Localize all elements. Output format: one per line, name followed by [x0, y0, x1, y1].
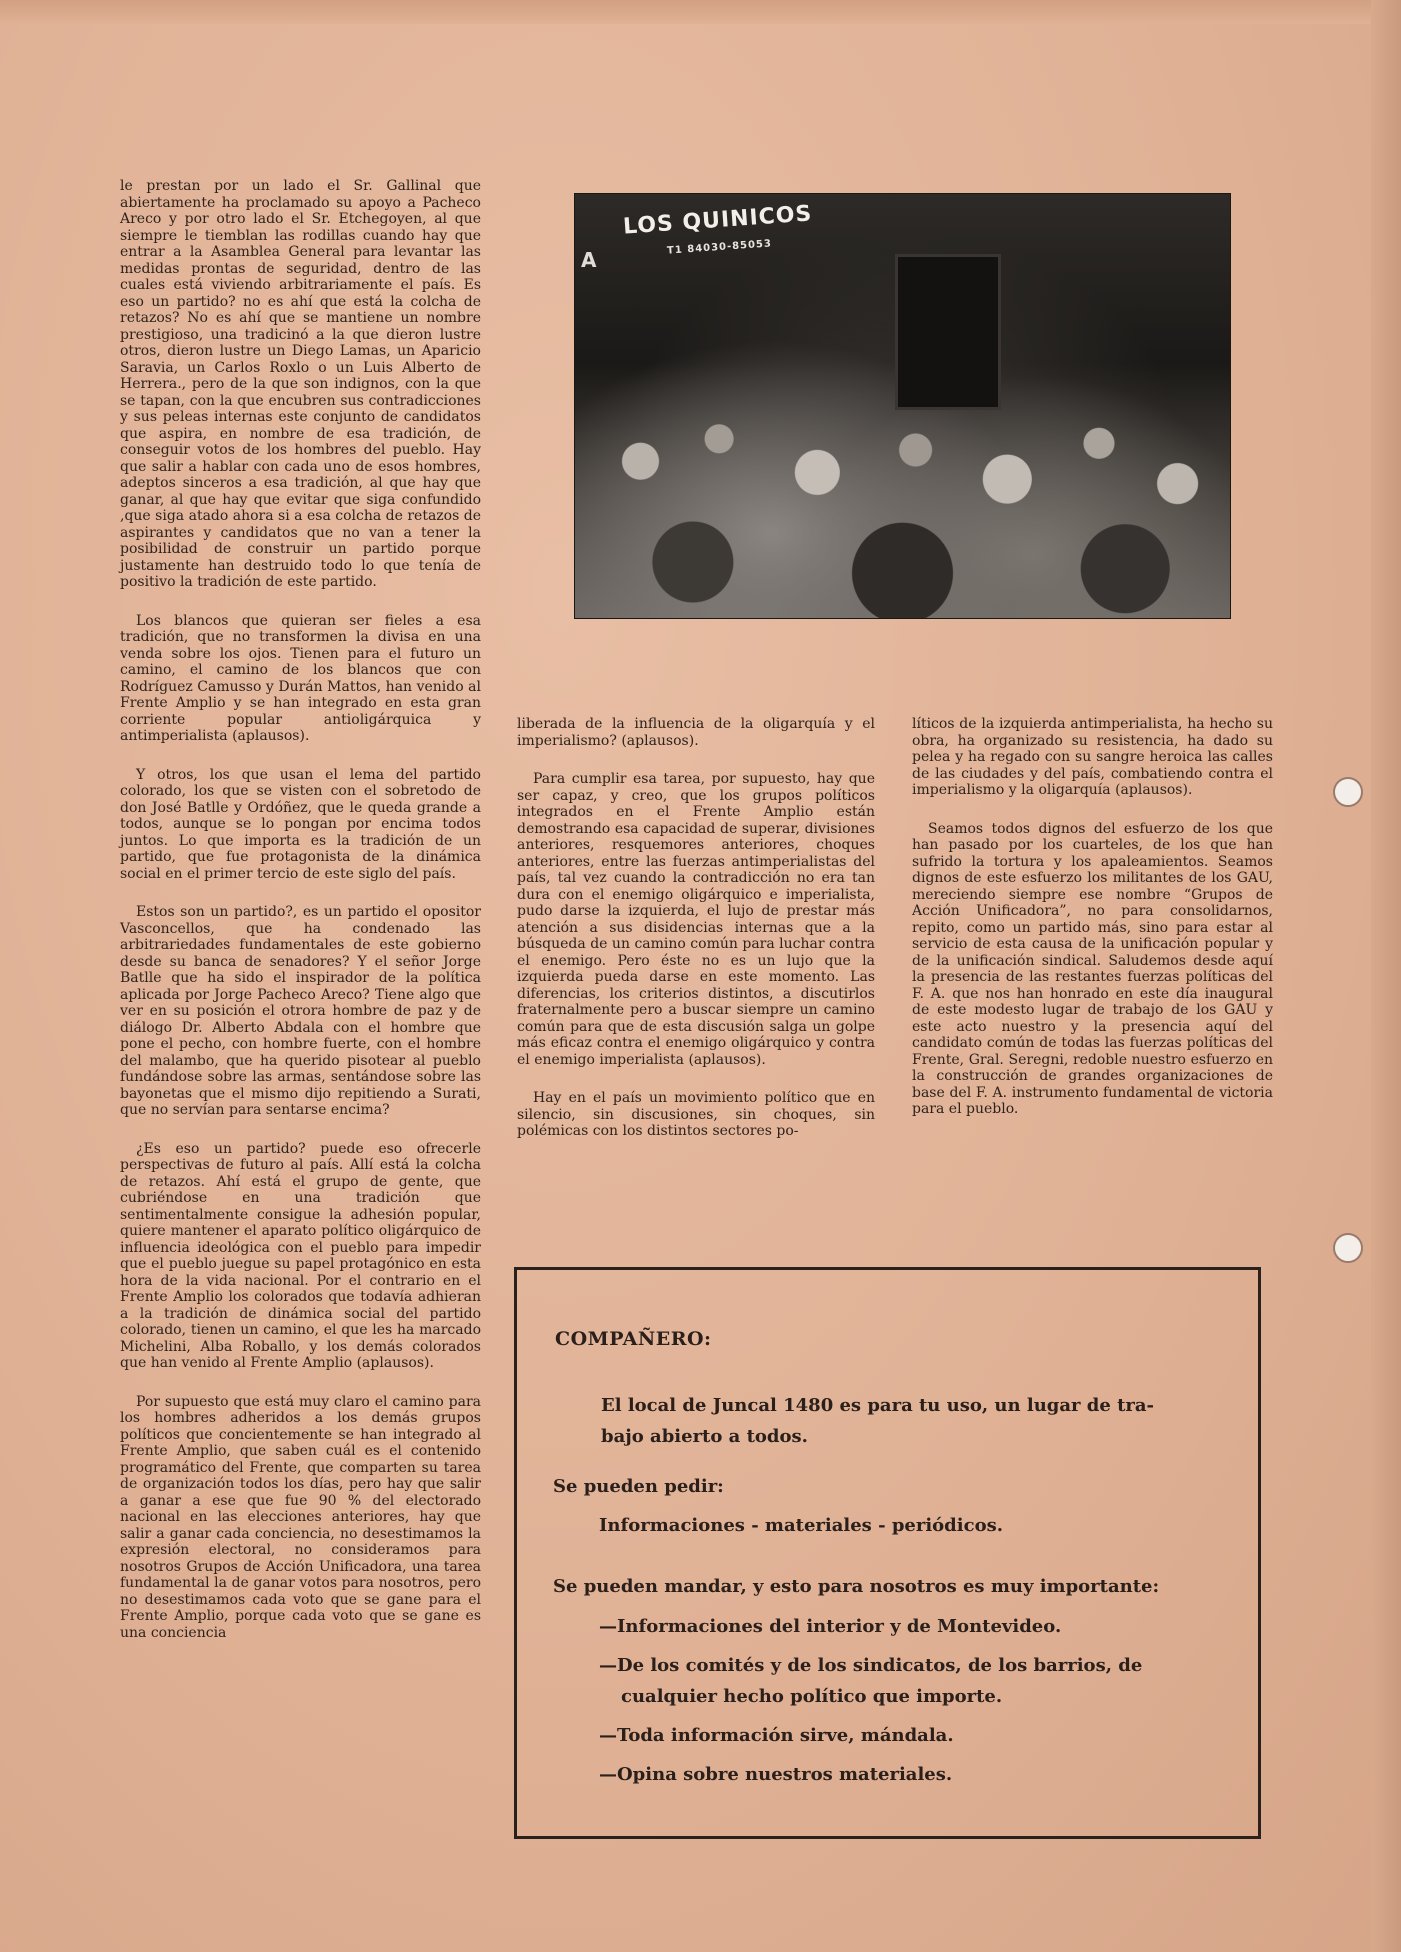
binder-hole-lower	[1333, 1233, 1363, 1263]
left-paragraph-4: Estos son un partido?, es un partido el opositor Vasconcellos, que ha condenado las arbitrariedades fundamentales de este gobierno desde su banca de senadores? Y el señor Jorge Batlle que ha sido el inspirador de la política aplicada por Jorge Pacheco Areco? Tiene algo que ver en su posición el otrora hombre de paz y de diálogo Dr. Alberto Abdala con el hombre que pone el pecho, con hombre fuerte, con el hombre del malambo, que ha querido pisotear al pueblo fundándose sobre las armas, sentándose sobre las bayonetas que el mismo dijo repitiendo a Surati, que no servían para sentarse encima?	[120, 904, 481, 1118]
left-paragraph-1: le prestan por un lado el Sr. Gallinal que abiertamente ha proclamado su apoyo a Pacheco Areco y por otro lado el Sr. Etchegoyen, al que siempre le tiemblan las rodillas cuando hay que entrar a la Asamblea General para levantar las medidas prontas de seguridad, dentro de las cuales está viviendo arbitrariamente el país. Es eso un partido? no es ahí que está la colcha de retazos? No es ahí que se mantiene un nombre prestigioso, una tradicinó a la que dieron lustre otros, dieron lustre un Diego Lamas, un Aparicio Saravia, un Carlos Roxlo o un Luis Alberto de Herrera., pero de la que son indignos, con la que se tapan, con la que encubren sus contradicciones y sus peleas internas este conjunto de candidatos que aspira, en nombre de esa tradición, de conseguir votos de los hombres del pueblo. Hay que salir a hablar con cada uno de esos hombres, adeptos sinceros a esa tradición, al que hay que ganar, al que hay que evitar que siga confundido ,que siga atado ahora si a esa colcha de retazos de aspirantes y candidatos que no van a tener la posibilidad de construir un partido porque justamente han destruido todo lo que tenía de positivo la tradición de este partido.	[120, 178, 481, 590]
middle-column	[517, 716, 875, 1162]
notice-line-8: cualquier hecho político que importe.	[621, 1686, 1003, 1707]
left-paragraph-5: ¿Es eso un partido? puede eso ofrecerle perspectivas de futuro al país. Allí está la colcha de retazos. Ahí está el grupo de gente, que cubriéndose en una tradición que sentimentalmente consigue la adhesión popular, quiere mantener el aparato político oligárquico de influencia ideológica con el pueblo para impedir que el pueblo juegue su papel protagónico en esta hora de la vida nacional. Por el contrario en el Frente Amplio los colorados que todavía adhieran a la tradición de dinámica social del partido colorado, tienen un camino, el que les ha marcado Michelini, Alba Roballo, y los demás colorados que han venido al Frente Amplio (aplausos).	[120, 1140, 481, 1371]
notice-box	[514, 1267, 1261, 1839]
notice-line-9: —Toda información sirve, mándala.	[599, 1725, 954, 1746]
paper-right-edge	[1371, 0, 1401, 1952]
notice-line-1: El local de Juncal 1480 es para tu uso, un lugar de tra-	[601, 1395, 1155, 1416]
left-paragraph-3: Y otros, los que usan el lema del partido colorado, los que se visten con el sobretodo de don José Batlle y Ordóñez, que le queda grande a todos, aunque se lo pongan por encima todos juntos. Lo que importa es la tradición de un partido, que fue protagonista de la dinámica social en el primer tercio de este siglo del país.	[120, 766, 481, 882]
photo-sign-text: LOS QUINICOS	[622, 201, 814, 240]
left-column	[120, 178, 481, 1663]
middle-paragraph-2: Para cumplir esa tarea, por supuesto, hay que ser capaz, y creo, que los grupos políticos integrados en el Frente Amplio están demostrando esa capacidad de superar, divisiones anteriores, resquemores anteriores, choques anteriores, entre las fuerzas antimperialistas del país, tal vez cuando la contradicción no era tan dura con el enemigo oligárquico e imperialista, pudo darse la izquierda, el lujo de prestar más atención a sus disidencias internas que a la búsqueda de un camino común para luchar contra el enemigo. Pero éste no es un lujo que la izquierda pueda darse en este momento. Las diferencias, los criterios distintos, a discutirlos fraternalmente pero a buscar siempre un camino común para que de esta discusión salga un golpe más eficaz contra el enemigo oligárquico y contra el enemigo imperialista (aplausos).	[517, 771, 875, 1068]
crowd-photo	[574, 193, 1231, 619]
photo-sign-phone: T1 84030-85053	[666, 238, 773, 257]
notice-title: COMPAÑERO:	[555, 1328, 712, 1350]
paper-top-edge	[0, 0, 1401, 24]
left-paragraph-2: Los blancos que quieran ser fieles a esa tradición, que no transformen la divisa en una venda sobre los ojos. Tienen para el futuro un camino, el camino de los blancos que con Rodríguez Camusso y Durán Mattos, han venido al Frente Amplio y se han integrado en esta gran corriente popular antioligárquica y antimperialista (aplausos).	[120, 612, 481, 744]
right-paragraph-2: Seamos todos dignos del esfuerzo de los que han pasado por los cuarteles, de los que han sufrido la tortura y los apaleamientos. Seamos dignos de este esfuerzo los militantes de los GAU, mereciendo siempre ese nombre “Grupos de Acción Unificadora”, no para consolidarnos, repito, como un partido más, sino para estar al servicio de esta causa de la unificación popular y de la unificación sindical. Saludemos desde aquí la presencia de las restantes fuerzas políticas del F. A. que nos han honrado en este día inaugural de este modesto lugar de trabajo de los GAU y este acto nuestro y la presencia aquí del candidato común de todas las fuerzas políticas del Frente, Gral. Seregni, redoble nuestro esfuerzo en la construcción de grandes organizaciones de base del F. A. instrumento fundamental de victoria para el pueblo.	[912, 820, 1273, 1117]
notice-line-5: Se pueden mandar, y esto para nosotros es muy importante:	[553, 1576, 1160, 1597]
notice-line-10: —Opina sobre nuestros materiales.	[599, 1764, 953, 1785]
binder-hole-upper	[1333, 777, 1363, 807]
notice-line-2: bajo abierto a todos.	[601, 1426, 808, 1447]
notice-line-7: —De los comités y de los sindicatos, de los barrios, de	[599, 1655, 1143, 1676]
left-paragraph-6: Por supuesto que está muy claro el camino para los hombres adheridos a los demás grupos políticos que concientemente se han integrado al Frente Amplio, que saben cuál es el contenido programático del Frente, que comparten su tarea de organización todos los días, pero hay que salir a ganar a ese que fue 90 % del electorado nacional en las elecciones anteriores, hay que salir a ganar cada conciencia, no desestimamos la expresión electoral, no consideramos para nosotros Grupos de Acción Unificadora, una tarea fundamental la de ganar votos para nosotros, pero no desestimamos cada voto que se gane para el Frente Amplio, porque cada voto que se gane es una conciencia	[120, 1393, 481, 1641]
middle-paragraph-1: liberada de la influencia de la oligarquía y el imperialismo? (aplausos).	[517, 716, 875, 749]
middle-paragraph-3: Hay en el país un movimiento político que en silencio, sin discusiones, sin choques, sin polémicas con los distintos sectores po-	[517, 1090, 875, 1139]
notice-line-6: —Informaciones del interior y de Montevideo.	[599, 1616, 1062, 1637]
photo-doorway	[895, 254, 1001, 410]
notice-line-3: Se pueden pedir:	[553, 1476, 724, 1497]
right-paragraph-1: líticos de la izquierda antimperialista, ha hecho su obra, ha organizado su resistencia, ha dado su pelea y ha regado con su sangre heroica las calles de las ciudades y del país, combatiendo contra el imperialismo y la oligarquía (aplausos).	[912, 716, 1273, 798]
photo-crowd	[575, 394, 1230, 618]
photo-sign-fragment: A	[581, 248, 597, 272]
notice-line-4: Informaciones - materiales - periódicos.	[599, 1515, 1003, 1536]
right-column	[912, 716, 1273, 1140]
